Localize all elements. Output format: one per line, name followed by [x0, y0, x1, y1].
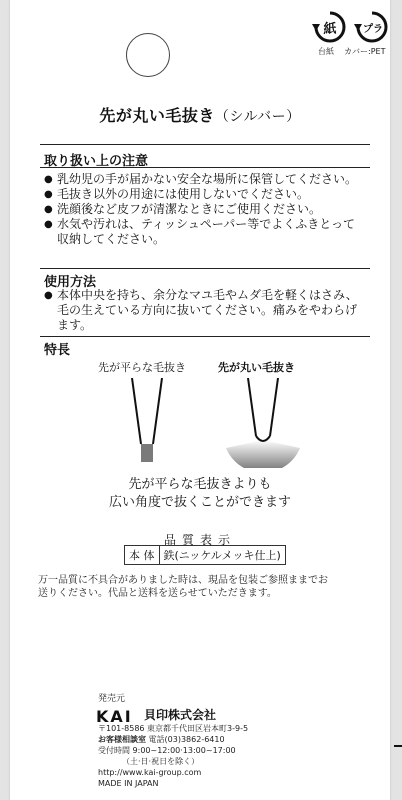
origin-text: MADE IN JAPAN: [98, 779, 159, 788]
plastic-mark-text: プラ: [363, 24, 383, 35]
usage-heading: 使用方法: [44, 275, 97, 290]
feature-line-1: 先が平らな毛抜きよりも: [128, 477, 272, 492]
office-hours: 受付時間 9:00~12:00·13:00~17:00: [98, 746, 236, 755]
feature-line-2: 広い角度で抜くことができます: [108, 495, 291, 510]
contact-line: [98, 734, 225, 745]
quality-label: 本 体: [125, 546, 160, 565]
divider: [40, 144, 370, 145]
flat-tweezer-label: 先が平らな毛抜き: [98, 361, 186, 374]
list-item: ● 本体中央を持ち、余分なマユ毛やムダ毛を軽くはさみ、毛の生えている方向に抜いてください。痛みをやわらげます。: [44, 288, 364, 333]
edge-mark: [394, 745, 402, 747]
quality-table: [124, 545, 286, 565]
list-item: ● 水気や汚れは、ティッシュペーパー等でよくふきとって収納してください。: [44, 217, 364, 247]
quality-heading: 品質表示: [163, 533, 236, 547]
round-tweezer-label: 先が丸い毛抜き: [218, 361, 295, 374]
caution-list: [44, 172, 364, 247]
seller-label: 発売元: [98, 694, 126, 704]
caution-heading: 取り扱い上の注意: [44, 154, 149, 169]
plastic-recycle-label: カバー:PET: [344, 47, 386, 56]
company-address: 〒101-8586 東京都千代田区岩本町3-9-5: [98, 724, 249, 733]
divider: [40, 336, 370, 337]
company-url: http://www.kai-group.com: [98, 768, 202, 777]
defect-notice: 万一品質に不具合がありました時は、現品を包装ご参照ままでお送りください。代品と送料を送らせていただきます。: [38, 575, 328, 599]
kai-logo: [96, 708, 142, 724]
paper-recycle-label: 台紙: [318, 47, 334, 56]
holiday-note: （土·日·祝日を除く）: [122, 757, 200, 766]
contact-phone: 電話(03)3862-6410: [148, 735, 225, 744]
package-card: [10, 0, 390, 800]
usage-list: [44, 288, 364, 333]
product-title: [10, 103, 390, 126]
svg-text:KAI: KAI: [96, 708, 133, 724]
hang-hole: [126, 33, 170, 77]
paper-recycle-icon: [310, 10, 350, 44]
flat-tweezer-illustration: [122, 378, 172, 468]
list-item: ● 洗顔後など皮フが清潔なときにご使用ください。: [44, 202, 364, 217]
list-item: ● 乳幼児の手が届かない安全な場所に保管してください。: [44, 172, 364, 187]
features-heading: 特長: [44, 343, 71, 358]
divider: [40, 167, 370, 168]
quality-value: 鉄(ニッケルメッキ仕上): [159, 546, 285, 565]
round-tweezer-illustration: [218, 378, 308, 468]
product-color: （シルバー）: [214, 109, 301, 125]
plastic-recycle-icon: [352, 10, 392, 44]
contact-label: お客様相談室: [98, 735, 146, 744]
company-name: 貝印株式会社: [144, 708, 217, 722]
divider: [40, 268, 370, 269]
list-item: ● 毛抜き以外の用途には使用しないでください。: [44, 187, 364, 202]
product-name: 先が丸い毛抜き: [99, 106, 215, 125]
table-row: [125, 546, 286, 565]
paper-mark-text: 紙: [323, 22, 337, 37]
